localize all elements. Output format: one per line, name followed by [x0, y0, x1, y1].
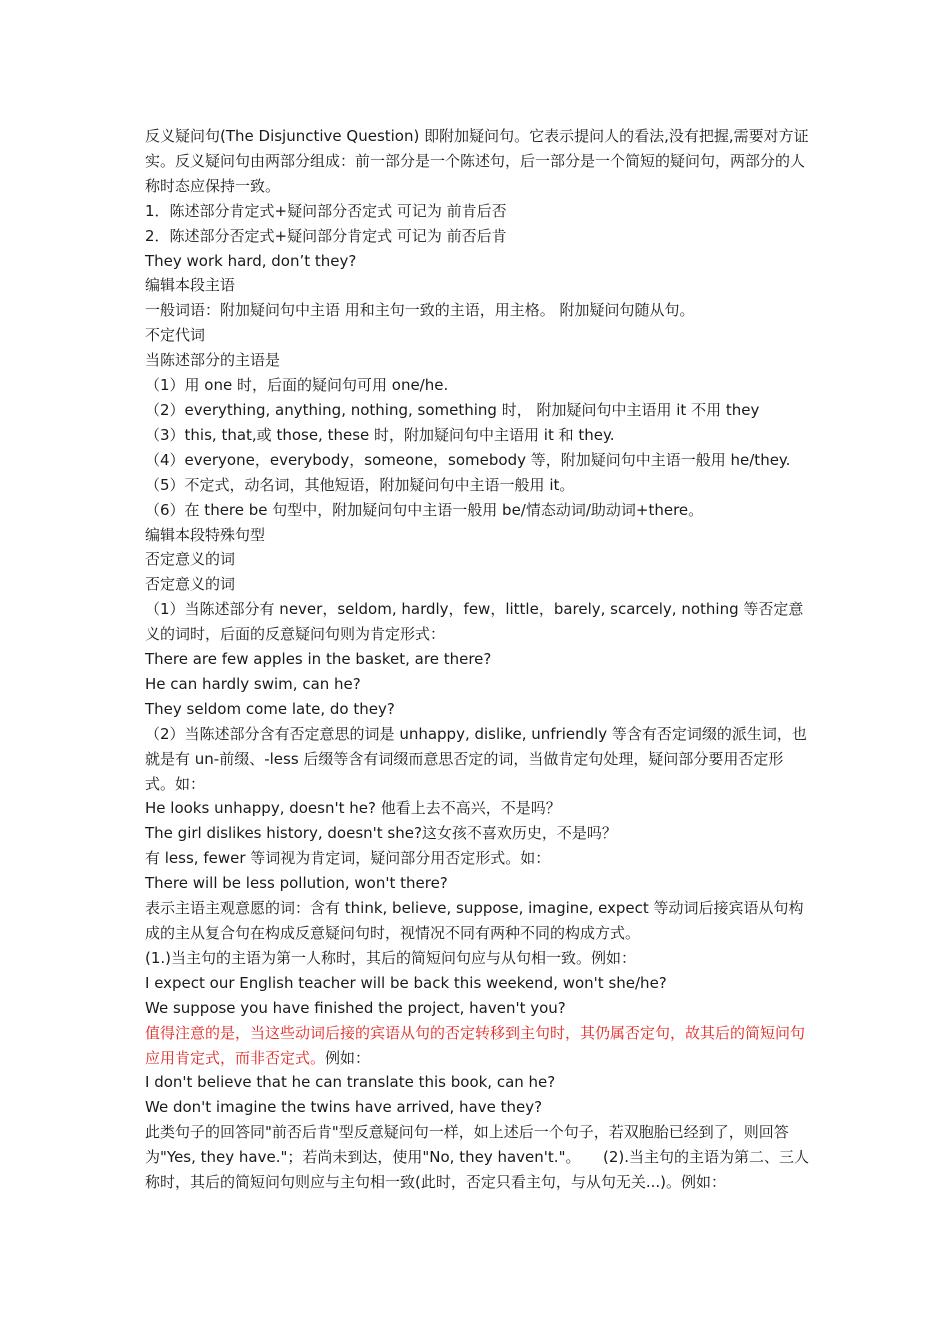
text-line — [145, 323, 812, 348]
text-line — [145, 871, 812, 896]
line-text: 否定意义的词 — [145, 575, 236, 594]
line-text: 1．陈述部分肯定式+疑问部分否定式 可记为 前肯后否 — [145, 201, 507, 220]
text-line — [145, 398, 812, 423]
line-text: He can hardly swim, can he? — [145, 674, 361, 693]
text-line — [145, 448, 812, 473]
text-line — [145, 423, 812, 448]
line-text: 否定意义的词 — [145, 550, 236, 569]
line-text: There will be less pollution, won't there? — [145, 874, 448, 893]
text-line — [145, 896, 812, 946]
line-text: 编辑本段主语 — [145, 276, 236, 295]
text-line — [145, 249, 812, 274]
text-line — [145, 647, 812, 672]
line-text: 例如： — [325, 1048, 371, 1067]
text-line — [145, 946, 812, 971]
text-line — [145, 224, 812, 249]
text-line — [145, 697, 812, 722]
line-text: 编辑本段特殊句型 — [145, 525, 266, 544]
line-text: 当陈述部分的主语是 — [145, 351, 281, 370]
text-line — [145, 1070, 812, 1095]
text-line — [145, 124, 812, 199]
text-line — [145, 1021, 812, 1071]
line-text: 2．陈述部分否定式+疑问部分肯定式 可记为 前否后肯 — [145, 226, 507, 245]
line-text: （3）this, that,或 those, these 时，附加疑问句中主语用 it 和 they. — [145, 425, 615, 444]
text-line — [145, 1120, 812, 1195]
line-text: 此类句子的回答同"前否后肯"型反意疑问句一样，如上述后一个句子，若双胞胎已经到了，则回答为"Yes, they have."；若尚未到达，使用"No, they haven't."。 (2).当主句的主语为第二、三人称时，其后的简短问句则应与主句相一致(此时，否定只看主句，与从句无关...)。例如： — [145, 1123, 809, 1192]
text-line — [145, 672, 812, 697]
line-text: He looks unhappy, doesn't he? 他看上去不高兴，不是吗？ — [145, 799, 561, 818]
text-line — [145, 199, 812, 224]
line-text: 反义疑问句(The Disjunctive Question) 即附加疑问句。它表示提问人的看法,没有把握,需要对方证实。反义疑问句由两部分组成：前一部分是一个陈述句，后一部分是一个简短的疑问句，两部分的人称时态应保持一致。 — [145, 127, 809, 195]
text-line — [145, 498, 812, 523]
line-text: 表示主语主观意愿的词：含有 think, believe, suppose, imagine, expect 等动词后接宾语从句构成的主从复合句在构成反意疑问句时，视情况不同有两种不同的构成方式。 — [145, 899, 804, 942]
line-text: We don't imagine the twins have arrived, have they? — [145, 1098, 543, 1117]
line-text: （1）用 one 时，后面的疑问句可用 one/he. — [145, 376, 449, 395]
line-text: （5）不定式，动名词，其他短语，附加疑问句中主语一般用 it。 — [145, 475, 575, 494]
line-text: 不定代词 — [145, 326, 206, 345]
line-text: They seldom come late, do they? — [145, 699, 395, 718]
line-text: 一般词语：附加疑问句中主语 用和主句一致的主语，用主格。 附加疑问句随从句。 — [145, 301, 695, 320]
line-text: （6）在 there be 句型中，附加疑问句中主语一般用 be/情态动词/助动词+there。 — [145, 500, 704, 519]
line-text: There are few apples in the basket, are there? — [145, 650, 492, 669]
line-text: I don't believe that he can translate this book, can he? — [145, 1073, 556, 1092]
text-line — [145, 846, 812, 871]
text-line — [145, 547, 812, 572]
line-text: （1）当陈述部分有 never，seldom, hardly，few，little，barely, scarcely, nothing 等否定意义的词时，后面的反意疑问句则为肯定形式： — [145, 600, 804, 644]
highlighted-text: 值得注意的是，当这些动词后接的宾语从句的否定转移到主句时，其仍属否定句，故其后的简短问句应用肯定式，而非否定式。 — [145, 1023, 806, 1067]
text-line — [145, 523, 812, 548]
text-line — [145, 796, 812, 821]
text-line — [145, 597, 812, 647]
text-line — [145, 298, 812, 323]
text-line — [145, 996, 812, 1021]
text-line — [145, 1095, 812, 1120]
text-line — [145, 572, 812, 597]
line-text: We suppose you have finished the project, haven't you? — [145, 998, 566, 1017]
line-text: （4）everyone，everybody，someone，somebody 等，附加疑问句中主语一般用 he/they. — [145, 450, 791, 469]
text-line — [145, 821, 812, 846]
line-text: 有 less, fewer 等词视为肯定词，疑问部分用否定形式。如： — [145, 849, 551, 868]
document-body — [145, 124, 812, 1195]
text-line — [145, 971, 812, 996]
line-text: The girl dislikes history, doesn't she?这女孩不喜欢历史，不是吗？ — [145, 824, 617, 843]
text-line — [145, 722, 812, 797]
text-line — [145, 373, 812, 398]
text-line — [145, 273, 812, 298]
line-text: They work hard, don’t they? — [145, 251, 357, 270]
line-text: （2）当陈述部分含有否定意思的词是 unhappy, dislike, unfriendly 等含有否定词缀的派生词，也就是有 un-前缀、-less 后缀等含有词缀而意思否定的词，当做肯定句处理，疑问部分要用否定形式。如： — [145, 724, 807, 793]
line-text: （2）everything, anything, nothing, something 时， 附加疑问句中主语用 it 不用 they — [145, 400, 760, 419]
line-text: (1.)当主句的主语为第一人称时，其后的简短问句应与从句相一致。例如： — [145, 948, 637, 967]
text-line — [145, 473, 812, 498]
text-line — [145, 348, 812, 373]
line-text: I expect our English teacher will be back this weekend, won't she/he? — [145, 973, 667, 992]
